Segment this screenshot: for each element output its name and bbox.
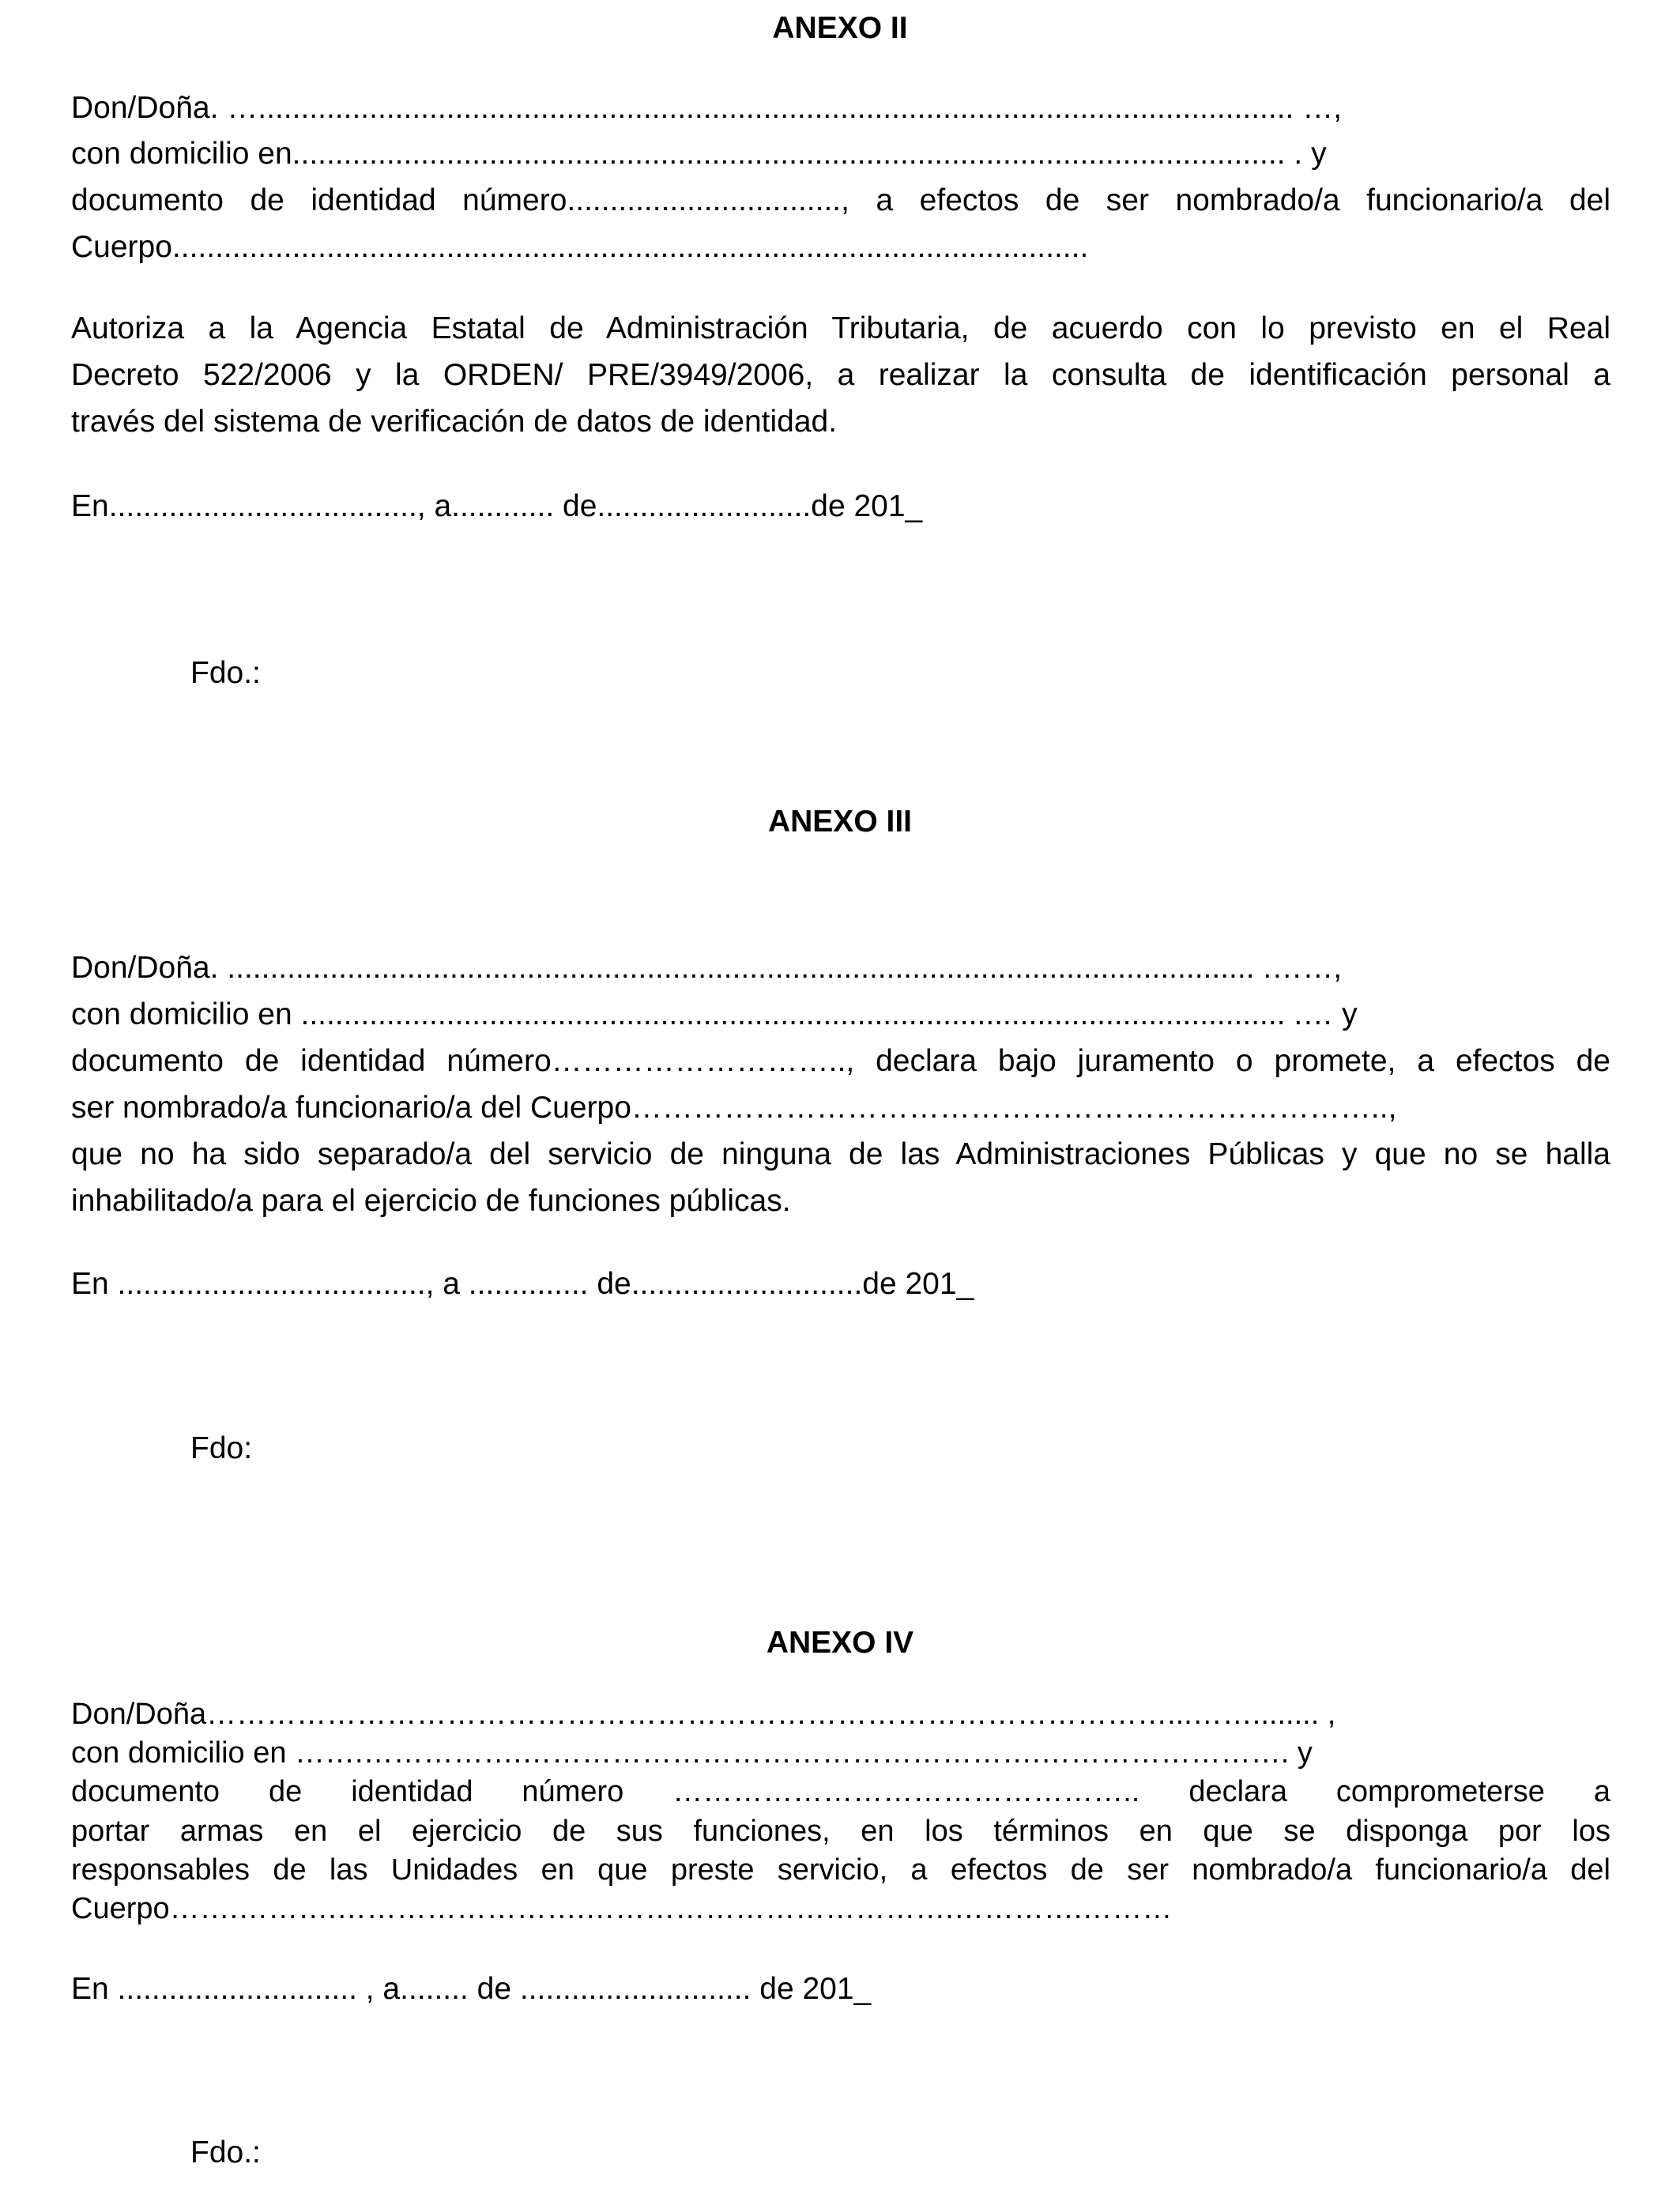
anexo-iv-line-3: documento de identidad número ……………………………………….. declara comprometerse a [71,1775,1610,1808]
anexo-ii-line-3: documento de identidad número................................, a efectos de ser nombrado/a funcionario/a del [71,183,1610,217]
anexo-iv-line-2: con domicilio en …….…………….…………………………………………….……………………. y [71,1736,1313,1770]
anexo-iv-line-5: responsables de las Unidades en que preste servicio, a efectos de ser nombrado/a funcionario/a del [71,1853,1610,1887]
anexo-ii-line-1: Don/Doña. …......................................................................................................................... …, [71,91,1343,125]
anexo-iv-line-6: Cuerpo…….……….…………………….……………………………….………….……… [71,1892,1173,1925]
anexo-ii-line-7: través del sistema de verificación de datos de identidad. [71,405,838,439]
anexo-iii-line-5: que no ha sido separado/a del servicio de ninguna de las Administraciones Públicas y que no se halla [71,1137,1610,1171]
anexo-iii-line-3: documento de identidad número……………………….., declara bajo juramento o promete, a efectos de [71,1044,1610,1078]
anexo-iv-line-4: portar armas en el ejercicio de sus funciones, en los términos en que se disponga por los [71,1815,1610,1848]
anexo-iv-signature: Fdo.: [190,2136,261,2169]
anexo-ii-title: ANEXO II [772,11,908,45]
anexo-iii-signature: Fdo: [190,1431,253,1465]
anexo-ii-place-date: En...................................., a............ de.........................de 201_ [71,489,923,523]
anexo-iii-line-2: con domicilio en ................................................................................................................... .… y [71,997,1358,1031]
anexo-ii-line-4: Cuerpo........................................................................................................... [71,230,1089,264]
anexo-iii-line-4: ser nombrado/a funcionario/a del Cuerpo……………………………………………………………….., [71,1091,1397,1125]
anexo-iii-line-1: Don/Doña. ........................................................................................................................ .……, [71,951,1343,985]
anexo-ii-line-2: con domicilio en.................................................................................................................... . y [71,137,1327,171]
anexo-ii-signature: Fdo.: [190,656,261,690]
anexo-ii-line-6: Decreto 522/2006 y la ORDEN/ PRE/3949/2006, a realizar la consulta de identificación personal a [71,358,1610,392]
anexo-iv-line-1: Don/Doña……………………………………………………………………………………...……........ , [71,1698,1336,1731]
anexo-iii-place-date: En ...................................., a .............. de...........................de 201_ [71,1267,974,1301]
anexo-iv-place-date: En ............................ , a........ de ........................... de 201_ [71,1972,872,2006]
anexo-iv-title: ANEXO IV [766,1626,914,1660]
anexo-iii-title: ANEXO III [767,805,913,839]
anexo-iii-line-6: inhabilitado/a para el ejercicio de funciones públicas. [71,1184,791,1218]
anexo-ii-line-5: Autoriza a la Agencia Estatal de Administración Tributaria, de acuerdo con lo previsto en el Real [71,311,1610,345]
